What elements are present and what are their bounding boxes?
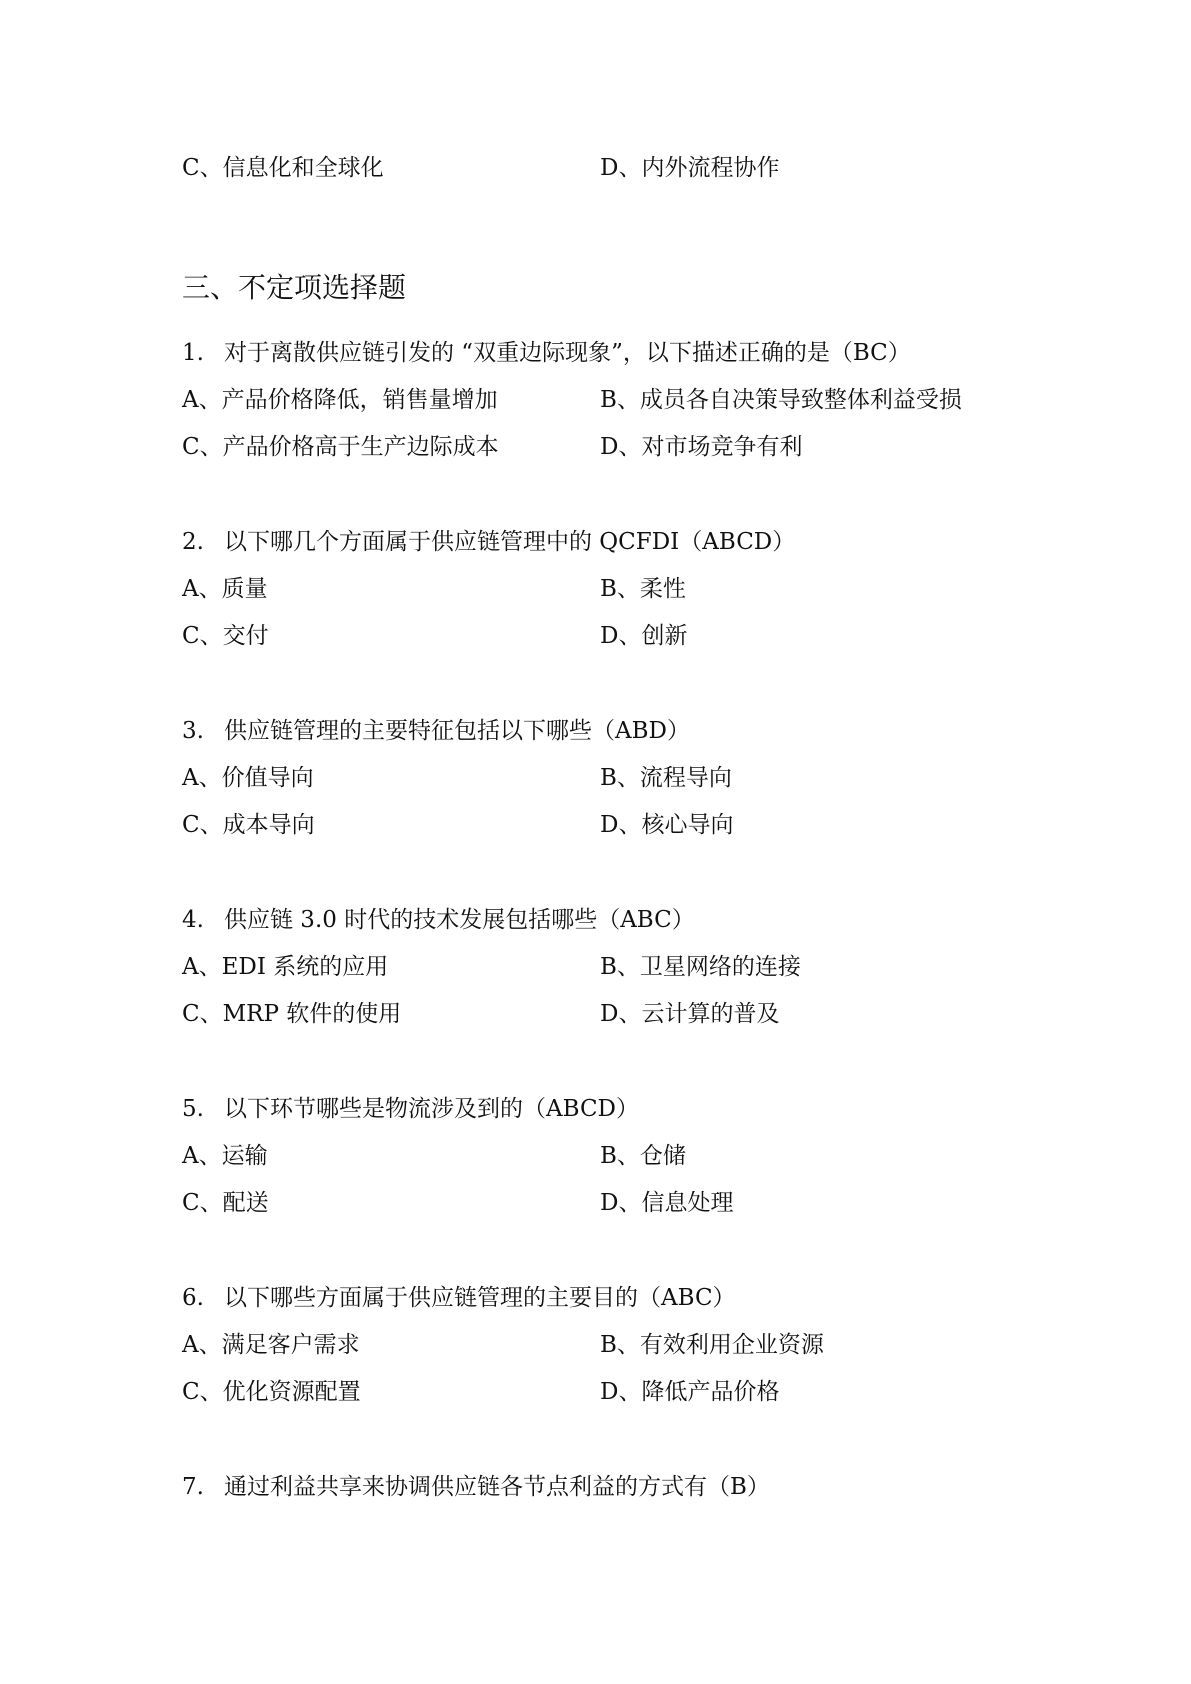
- option-c: C、信息化和全球化: [182, 155, 384, 181]
- option-b: B、仓储: [600, 1143, 686, 1169]
- option-a: A、产品价格降低，销售量增加: [182, 387, 498, 413]
- question-7: [182, 1472, 770, 1502]
- question-text: 供应链 3.0 时代的技术发展包括哪些（ABC）: [224, 907, 695, 933]
- option-d: D、创新: [600, 623, 688, 649]
- question-2: [182, 527, 795, 557]
- question-number: 3.: [182, 718, 204, 744]
- question-text: 以下环节哪些是物流涉及到的（ABCD）: [224, 1096, 639, 1122]
- option-d: D、信息处理: [600, 1190, 734, 1216]
- question-number: 2.: [182, 529, 204, 555]
- option-a: A、EDI 系统的应用: [182, 954, 389, 980]
- option-b: B、柔性: [600, 576, 686, 602]
- option-a: A、价值导向: [182, 765, 314, 791]
- option-d: D、内外流程协作: [600, 155, 780, 181]
- question-3: [182, 716, 690, 746]
- question-number: 7.: [182, 1474, 204, 1500]
- option-d: D、降低产品价格: [600, 1379, 780, 1405]
- question-number: 5.: [182, 1096, 204, 1122]
- section-title: 三、不定项选择题: [182, 271, 407, 304]
- question-6: [182, 1283, 736, 1313]
- question-1: [182, 338, 911, 368]
- option-c: C、MRP 软件的使用: [182, 1001, 402, 1027]
- question-text: 以下哪几个方面属于供应链管理中的 QCFDI（ABCD）: [224, 529, 796, 555]
- question-text: 通过利益共享来协调供应链各节点利益的方式有（B）: [224, 1474, 770, 1500]
- option-c: C、优化资源配置: [182, 1379, 361, 1405]
- question-text: 供应链管理的主要特征包括以下哪些（ABD）: [224, 718, 690, 744]
- question-number: 4.: [182, 907, 204, 933]
- option-c: C、交付: [182, 623, 269, 649]
- option-c: C、产品价格高于生产边际成本: [182, 434, 499, 460]
- question-5: [182, 1094, 639, 1124]
- option-b: B、流程导向: [600, 765, 732, 791]
- option-d: D、对市场竞争有利: [600, 434, 803, 460]
- option-b: B、卫星网络的连接: [600, 954, 801, 980]
- question-text: 以下哪些方面属于供应链管理的主要目的（ABC）: [224, 1285, 736, 1311]
- option-a: A、满足客户需求: [182, 1332, 360, 1358]
- question-text: 对于离散供应链引发的 “双重边际现象”，以下描述正确的是（BC）: [224, 340, 911, 366]
- option-a: A、质量: [182, 576, 268, 602]
- question-4: [182, 905, 695, 935]
- question-number: 6.: [182, 1285, 204, 1311]
- option-b: B、成员各自决策导致整体利益受损: [600, 387, 962, 413]
- question-number: 1.: [182, 340, 204, 366]
- option-a: A、运输: [182, 1143, 268, 1169]
- option-b: B、有效利用企业资源: [600, 1332, 824, 1358]
- option-d: D、核心导向: [600, 812, 734, 838]
- option-d: D、云计算的普及: [600, 1001, 780, 1027]
- option-c: C、配送: [182, 1190, 269, 1216]
- option-c: C、成本导向: [182, 812, 315, 838]
